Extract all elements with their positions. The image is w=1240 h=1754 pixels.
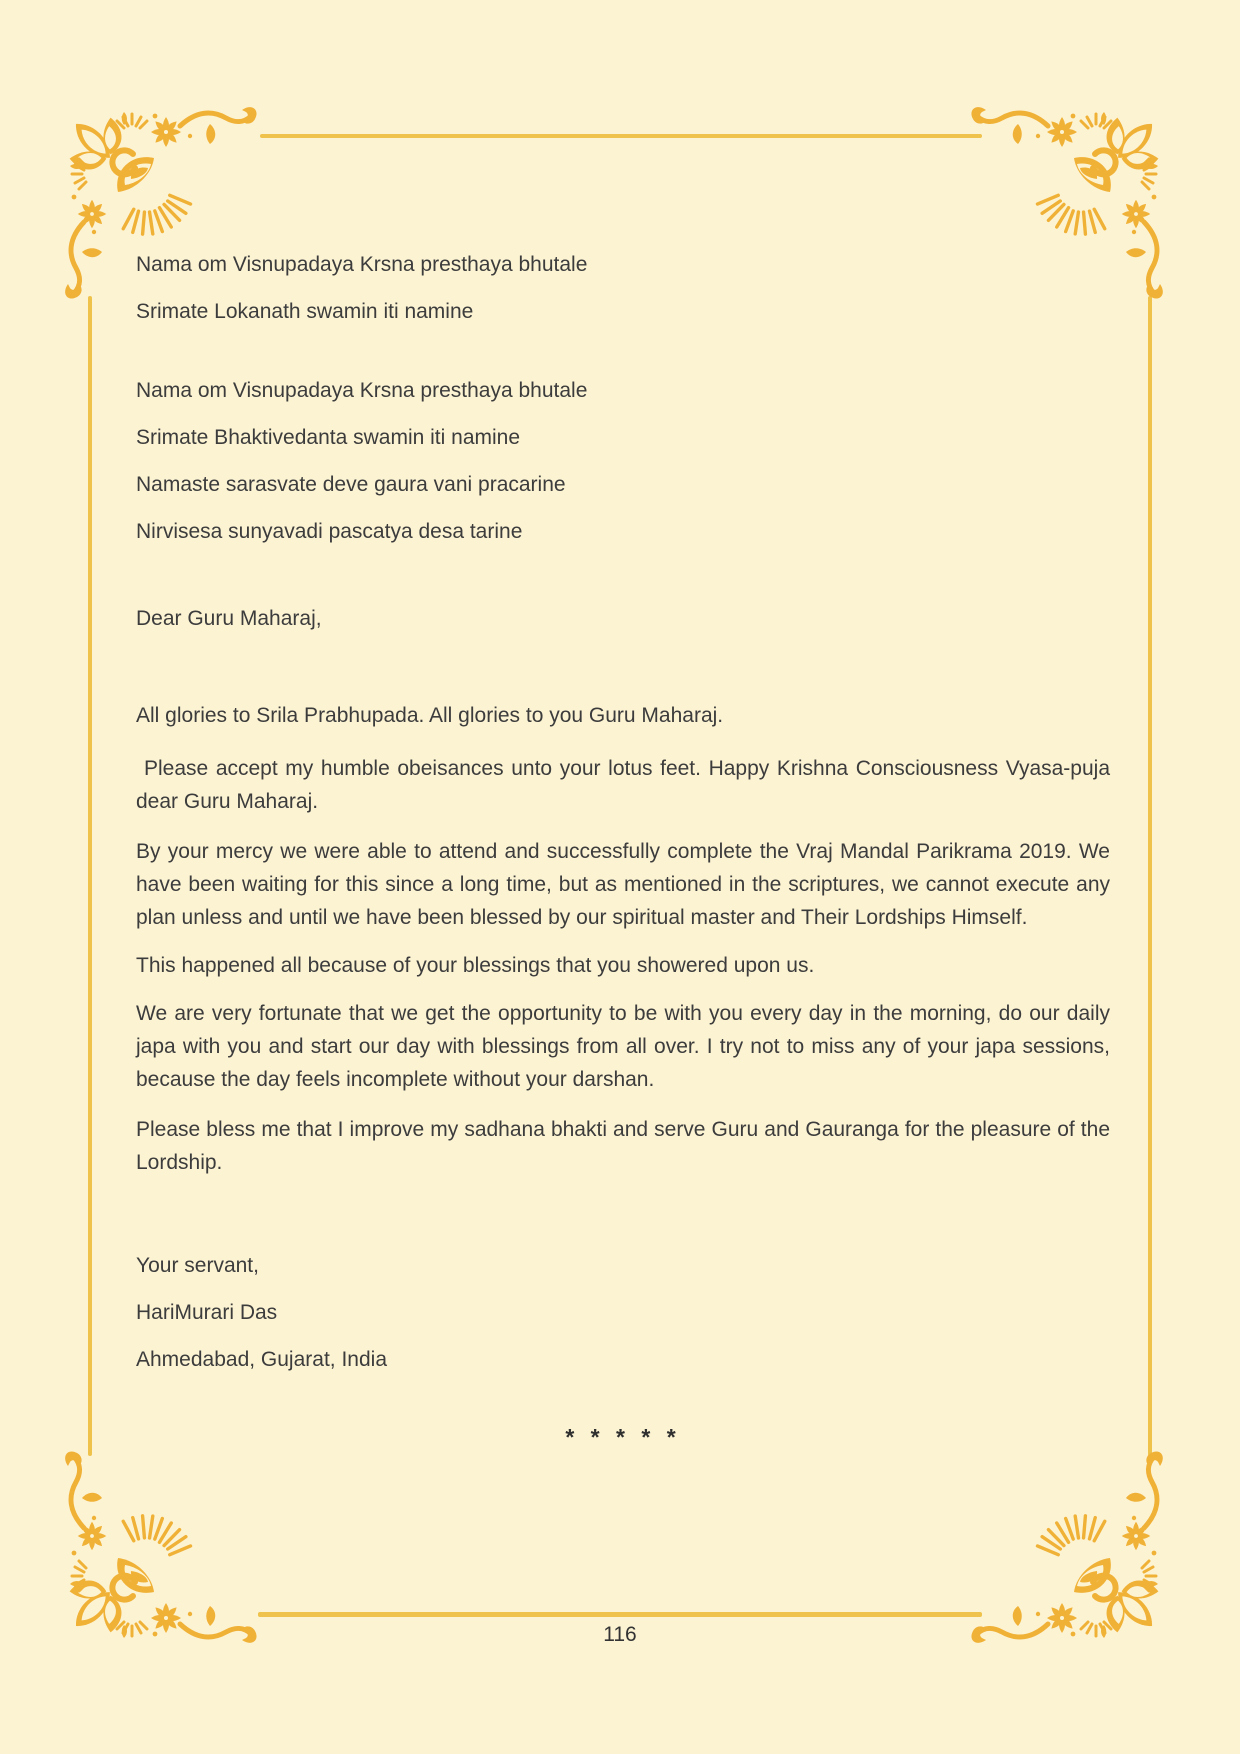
- invocation-block-prabhupada: [136, 378, 1110, 545]
- floral-corner-ornament-bottom-left: [60, 1448, 260, 1648]
- page-number: 116: [603, 1623, 637, 1646]
- mantra-line: Srimate Lokanath swamin iti namine: [136, 300, 474, 323]
- mantra-line: Nama om Visnupadaya Krsna presthaya bhutale: [136, 253, 588, 276]
- left-border-line: [88, 296, 92, 1456]
- signature-name: HariMurari Das: [136, 1301, 278, 1324]
- letter-content: [136, 252, 1110, 1451]
- body-paragraph: This happened all because of your blessings that you showered upon us.: [136, 954, 815, 977]
- mantra-line: Nirvisesa sunyavadi pascatya desa tarine: [136, 520, 523, 543]
- signature-location: Ahmedabad, Gujarat, India: [136, 1348, 387, 1371]
- right-border-line: [1148, 296, 1152, 1456]
- asterisk-divider: * * * * *: [565, 1424, 681, 1450]
- body-paragraph: We are very fortunate that we get the opportunity to be with you every day in the morning, do our daily japa with you and start our day with blessings from all over. I try not to miss any of your japa sessions, because the day feels incomplete without your darshan.: [136, 1002, 1110, 1091]
- body-paragraph: By your mercy we were able to attend and successfully complete the Vraj Mandal Parikrama 2019. We have been waiting for this since a long time, but as mentioned in the scriptures, we cannot execute any plan unless and until we have been blessed by our spiritual master and Their Lordships Himself.: [136, 840, 1110, 929]
- salutation: Dear Guru Maharaj,: [136, 607, 322, 630]
- floral-corner-ornament-bottom-right: [968, 1448, 1168, 1648]
- body-paragraph: Please accept my humble obeisances unto your lotus feet. Happy Krishna Consciousness Vyasa-puja dear Guru Maharaj.: [136, 757, 1110, 813]
- bottom-border-line: [258, 1612, 982, 1617]
- body-paragraph: Please bless me that I improve my sadhana bhakti and serve Guru and Gauranga for the pleasure of the Lordship.: [136, 1118, 1110, 1174]
- mantra-line: Namaste sarasvate deve gaura vani pracarine: [136, 473, 566, 496]
- mantra-line: Nama om Visnupadaya Krsna presthaya bhutale: [136, 379, 588, 402]
- top-border-line: [260, 134, 982, 138]
- signature-block: [136, 1253, 1110, 1373]
- valediction: Your servant,: [136, 1254, 259, 1277]
- body-paragraph: All glories to Srila Prabhupada. All glories to you Guru Maharaj.: [136, 704, 724, 727]
- mantra-line: Srimate Bhaktivedanta swamin iti namine: [136, 426, 521, 449]
- invocation-block-lokanath: [136, 252, 1110, 325]
